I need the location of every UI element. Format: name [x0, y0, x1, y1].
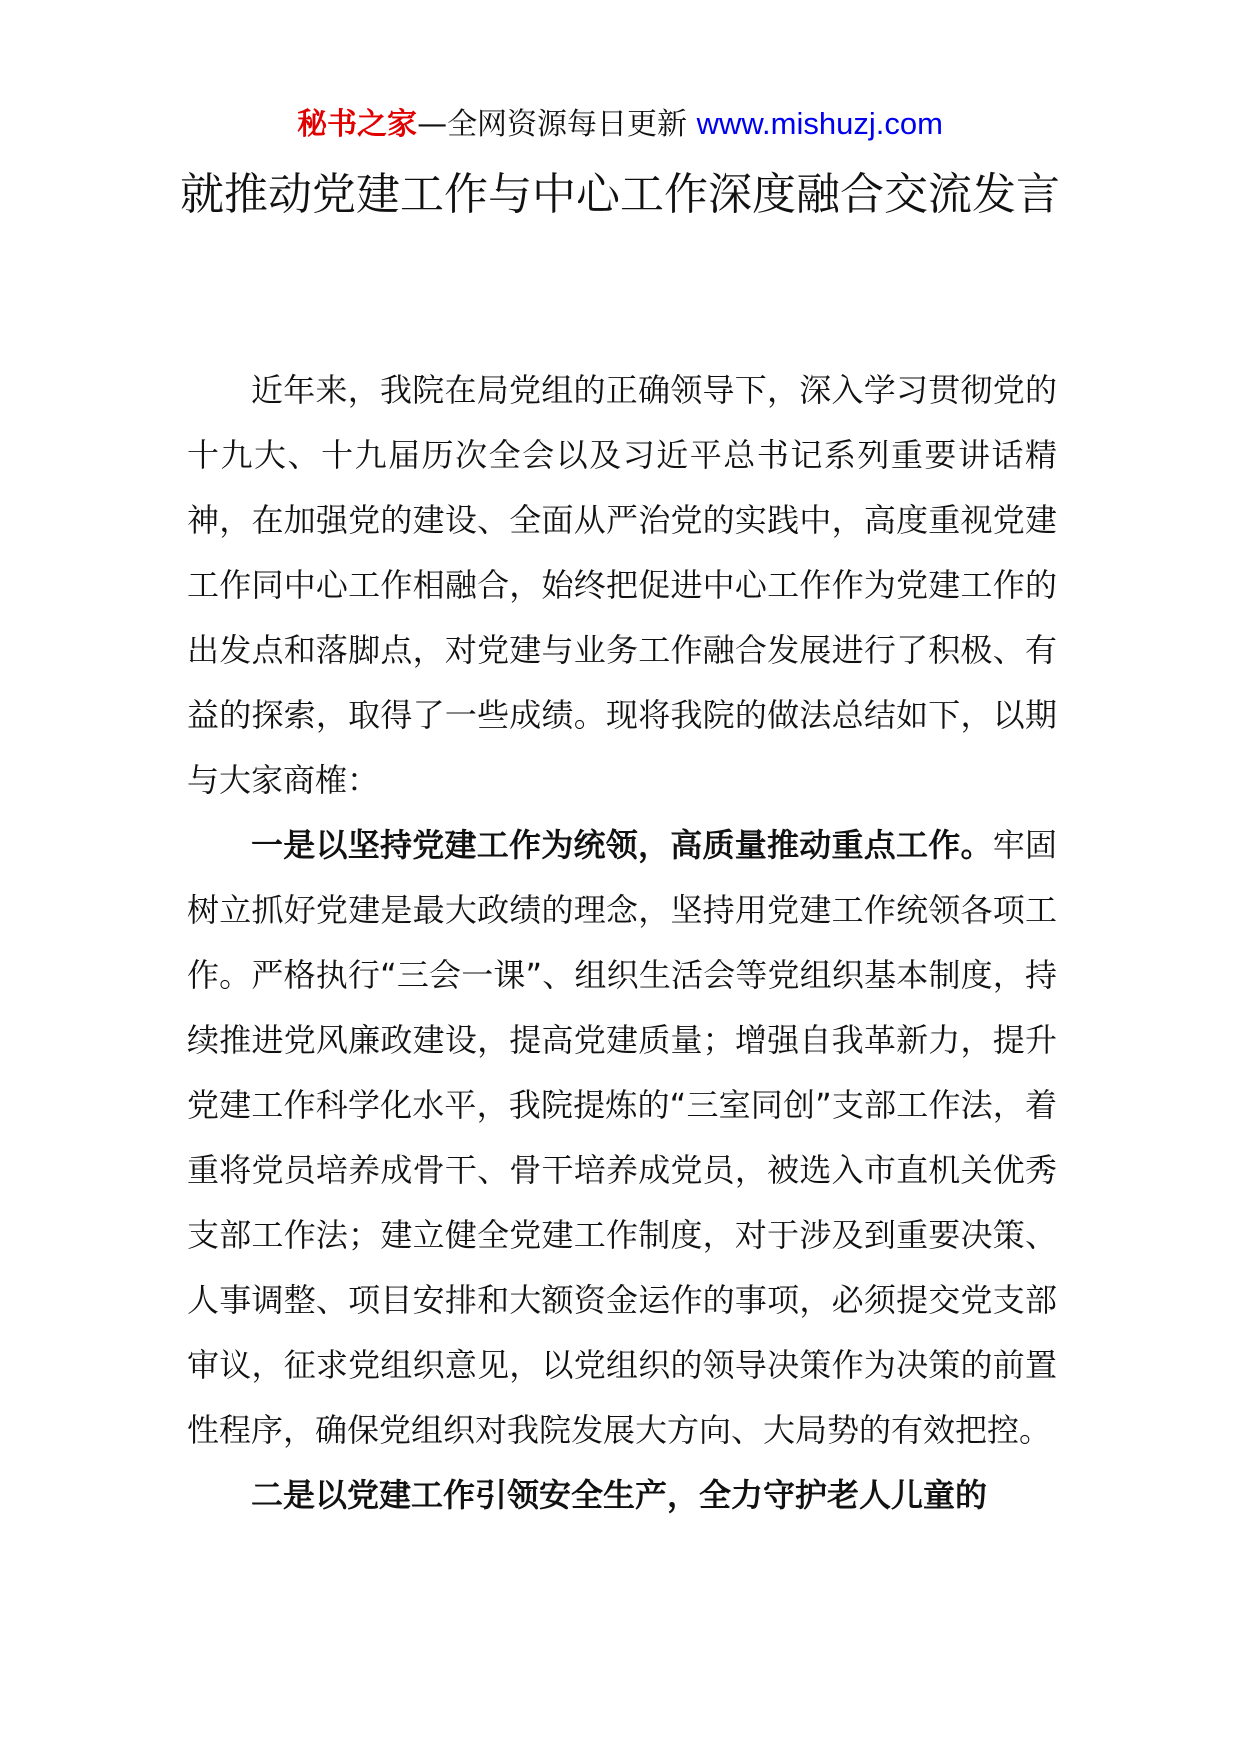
website-link[interactable]: www.mishuzj.com — [696, 106, 943, 141]
paragraph-lead: 二是以党建工作引领安全生产，全力守护老人儿童的 — [251, 1476, 988, 1514]
paragraph-intro — [187, 358, 1057, 813]
document-title: 就推动党建工作与中心工作深度融合交流发言 — [180, 169, 1060, 220]
paragraph-text: 近年来，我院在局党组的正确领导下，深入学习贯彻党的十九大、十九届历次全会以及习近平总书记系列重要讲话精神，在加强党的建设、全面从严治党的实践中，高度重视党建工作同中心工作相融合，始终把促进中心工作作为党建工作的出发点和落脚点，对党建与业务工作融合发展进行了积极、有益的探索，取得了一些成绩。现将我院的做法总结如下，以期与大家商榷： — [187, 371, 1057, 799]
brand-name: 秘书之家 — [297, 107, 418, 142]
document-body — [187, 358, 1057, 1528]
paragraph-point-2 — [187, 1463, 1057, 1528]
paragraph-lead: 一是以坚持党建工作为统领，高质量推动重点工作。 — [251, 826, 993, 864]
banner-tagline: —全网资源每日更新 — [417, 107, 697, 142]
paragraph-text: 牢固树立抓好党建是最大政绩的理念，坚持用党建工作统领各项工作。严格执行“三会一课”、组织生活会等党组织基本制度，持续推进党风廉政建设，提高党建质量；增强自我革新力，提升党建工作科学化水平，我院提炼的“三室同创”支部工作法，着重将党员培养成骨干、骨干培养成党员，被选入市直机关优秀支部工作法；建立健全党建工作制度，对于涉及到重要决策、人事调整、项目安排和大额资金运作的事项，必须提交党支部审议，征求党组织意见，以党组织的领导决策作为决策的前置性程序，确保党组织对我院发展大方向、大局势的有效把控。 — [187, 826, 1057, 1449]
paragraph-point-1 — [187, 813, 1057, 1463]
header-banner — [0, 104, 1240, 145]
